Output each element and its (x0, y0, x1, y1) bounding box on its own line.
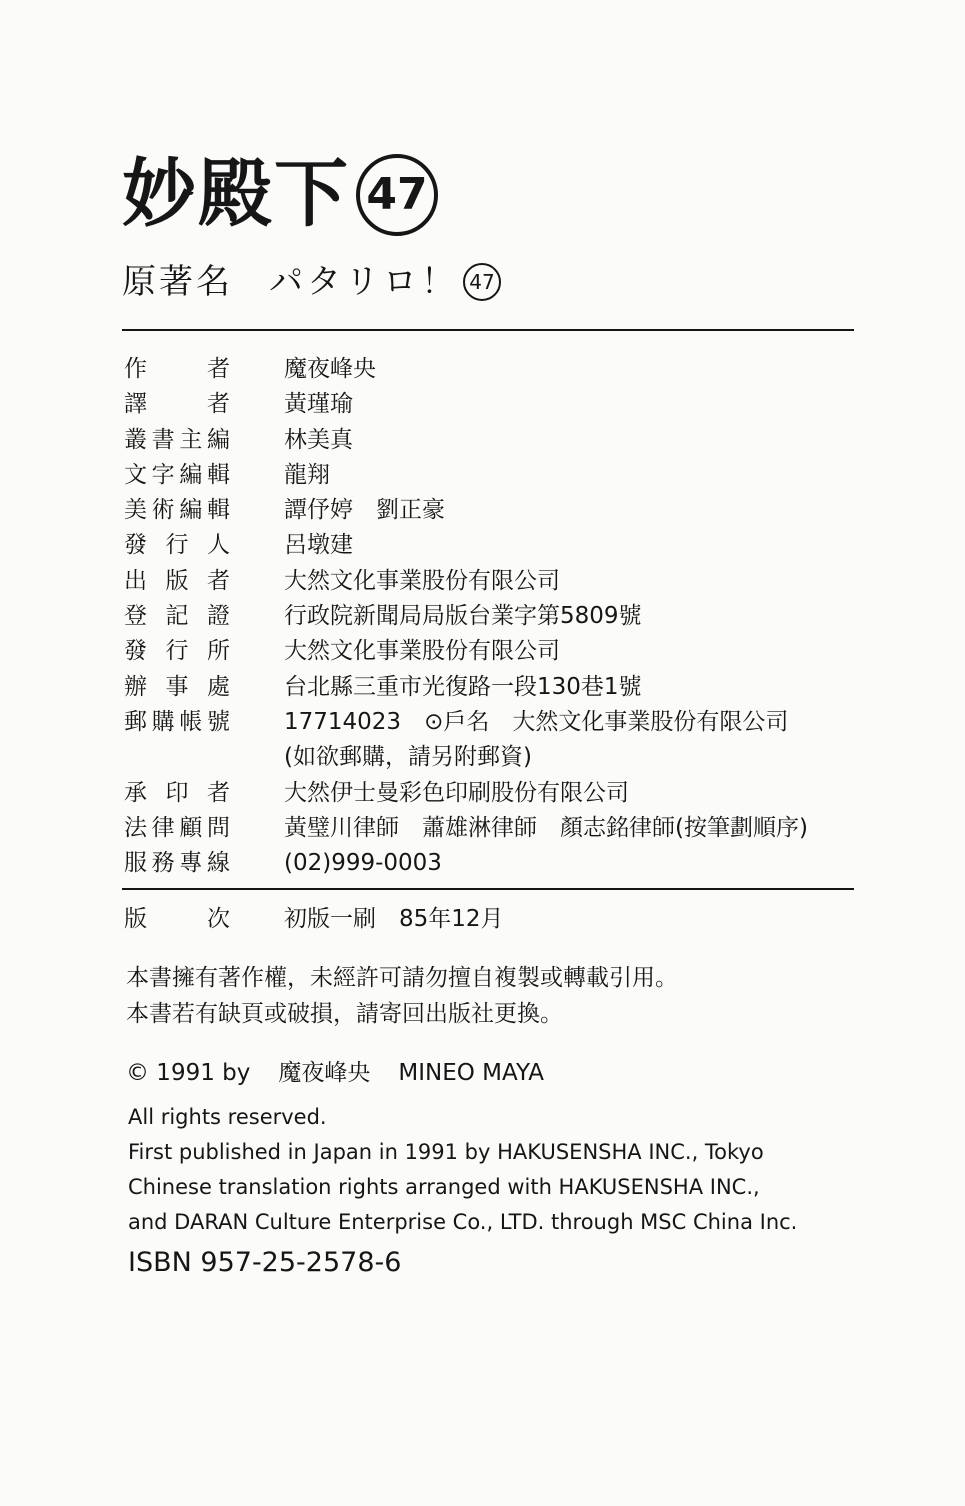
credit-value: 魔夜峰央 (284, 356, 376, 382)
credit-value: 大然伊士曼彩色印刷股份有限公司 (284, 779, 629, 806)
book-title-text: 妙殿下 (122, 151, 350, 237)
credit-row-mail-order (122, 705, 862, 740)
edition-row (122, 902, 862, 937)
copyright-notice (126, 960, 678, 1032)
copyright-year: © 1991 by (126, 1060, 251, 1086)
credit-value: 黃璧川律師 蕭雄淋律師 顏志銘律師(按筆劃順序) (284, 814, 808, 841)
credit-value: 呂墩建 (284, 532, 353, 559)
credit-label: 出版者 (124, 567, 230, 594)
credit-value: 17714023 ⊙戶名 大然文化事業股份有限公司 (284, 708, 789, 735)
credit-label: 登記證 (124, 603, 230, 630)
credit-row-distributor (122, 634, 862, 669)
original-title (122, 258, 501, 306)
edition-label: 版次 (124, 906, 230, 932)
credit-label: 法律顧問 (124, 814, 230, 841)
divider-top (122, 329, 854, 331)
credit-label: 作者 (124, 356, 230, 382)
copyright-author: 魔夜峰央 (278, 1060, 371, 1086)
credit-row-mail-order-note (122, 740, 862, 775)
notice-line: 本書若有缺頁或破損，請寄回出版社更換。 (126, 1001, 563, 1027)
credit-label: 辦事處 (124, 673, 230, 700)
credit-value: 黃瑾瑜 (284, 391, 353, 418)
credit-row-issuer (122, 528, 862, 563)
credit-value: 龍翔 (284, 461, 330, 488)
credit-value: 譚伃婷 劉正豪 (284, 497, 445, 524)
isbn: ISBN 957-25-2578-6 (128, 1247, 402, 1278)
copyright-author-roman: MINEO MAYA (398, 1060, 544, 1086)
divider-bottom (122, 888, 854, 890)
volume-number-badge: 47 (356, 154, 438, 236)
credits-table (122, 352, 862, 881)
rights-line: and DARAN Culture Enterprise Co., LTD. through MSC China Inc. (128, 1210, 798, 1234)
credit-row-author (122, 352, 862, 387)
credit-row-registration (122, 599, 862, 634)
notice-line: 本書擁有著作權，未經許可請勿擅自複製或轉載引用。 (126, 965, 678, 991)
credit-value: (如欲郵購，請另附郵資) (284, 744, 532, 771)
credit-row-publisher (122, 564, 862, 599)
credit-label: 文字編輯 (124, 461, 230, 488)
rights-line: All rights reserved. (128, 1105, 327, 1129)
credit-row-legal (122, 811, 862, 846)
credit-label: 美術編輯 (124, 497, 230, 524)
credit-value: 大然文化事業股份有限公司 (284, 638, 560, 665)
credit-row-text-editor (122, 458, 862, 493)
rights-statement (128, 1100, 797, 1240)
credit-row-office (122, 670, 862, 705)
original-volume-badge: 47 (463, 263, 501, 301)
credit-row-service-line (122, 846, 862, 881)
book-title (122, 146, 438, 242)
credit-label: 叢書主編 (124, 426, 230, 453)
credit-row-art-editor (122, 493, 862, 528)
copyright-line (126, 1055, 544, 1091)
credit-value: 大然文化事業股份有限公司 (284, 567, 560, 594)
credit-label: 郵購帳號 (124, 708, 230, 735)
credit-value: 林美真 (284, 426, 353, 453)
credit-value: (02)999-0003 (284, 850, 442, 877)
credit-row-translator (122, 387, 862, 422)
credit-value: 行政院新聞局局版台業字第5809號 (284, 603, 642, 630)
original-title-label: 原著名 (122, 262, 233, 302)
original-title-name: パタリロ！ (269, 262, 459, 302)
credit-label: 發行所 (124, 638, 230, 665)
rights-line: First published in Japan in 1991 by HAKUSENSHA INC., Tokyo (128, 1140, 764, 1164)
edition-line (122, 902, 862, 937)
credit-value: 台北縣三重市光復路一段130巷1號 (284, 673, 642, 700)
rights-line: Chinese translation rights arranged with HAKUSENSHA INC., (128, 1175, 760, 1199)
credit-label: 承印者 (124, 779, 230, 806)
credit-row-printer (122, 776, 862, 811)
edition-value: 初版一刷 85年12月 (284, 906, 504, 932)
credit-label: 發行人 (124, 532, 230, 559)
credit-label: 譯者 (124, 391, 230, 418)
credit-row-series-editor (122, 423, 862, 458)
credit-label: 服務專線 (124, 850, 230, 877)
